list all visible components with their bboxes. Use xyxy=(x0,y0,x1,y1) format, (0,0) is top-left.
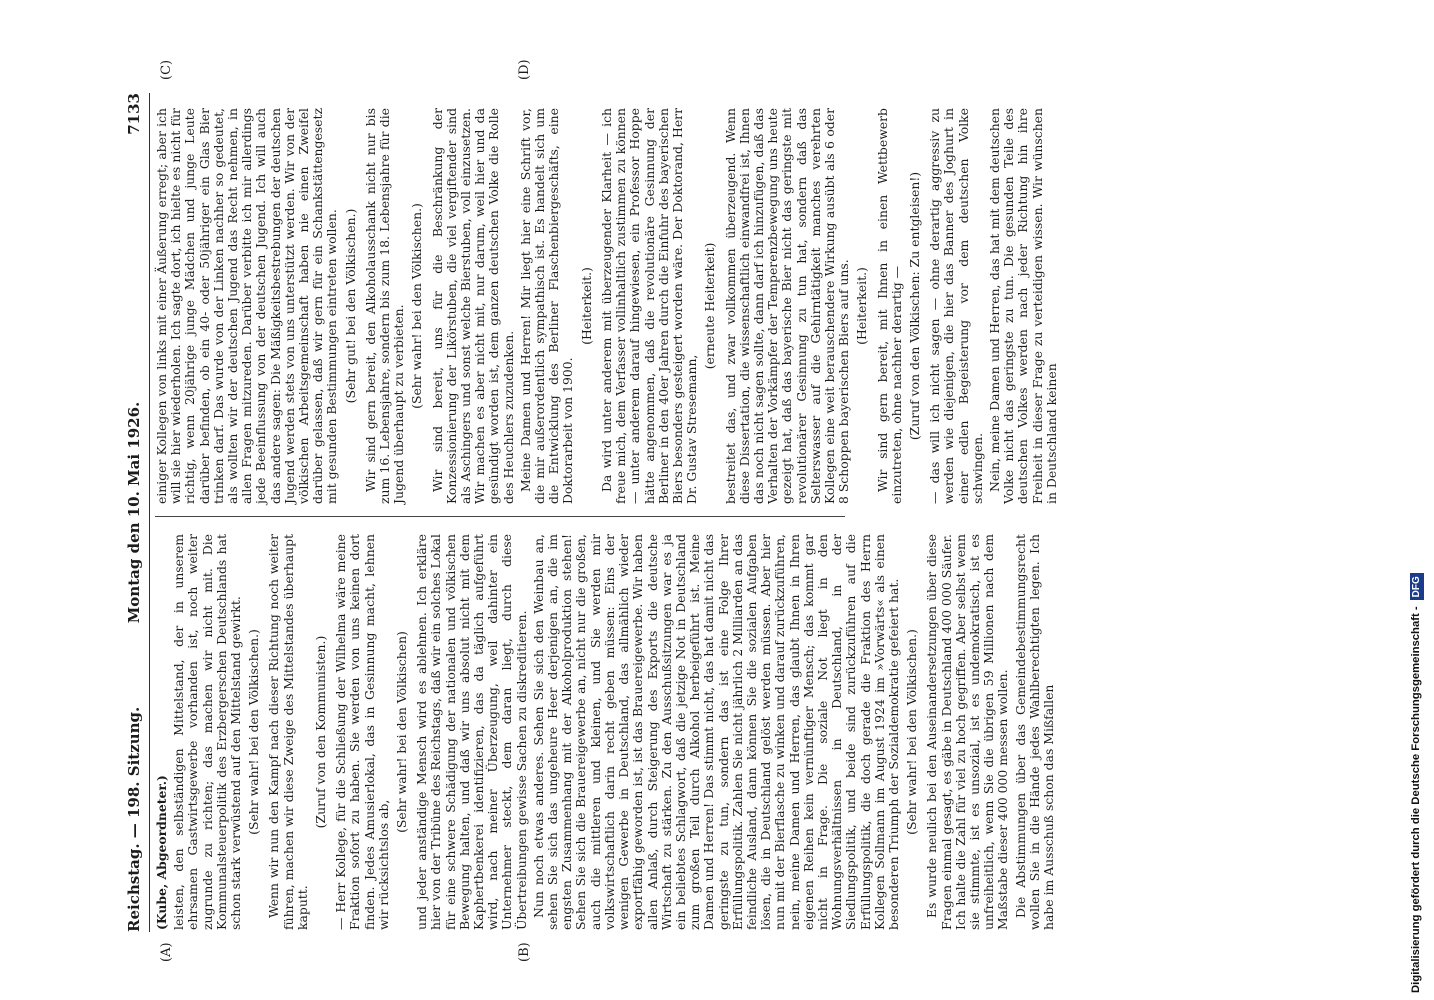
paragraph: Es wurde neulich bei den Auseinandersetzungen über diese Fragen einmal gesagt, es gäbe in Deutschland 400 000 Säufer. Ich halte die Zahl für viel zu hoch gegriffen. Aber selbst wenn sie stimmte, ist es unsozial, ist es undemokratisch, ist es unfreiheitlich, wenn Sie die übrigen 59 Millionen nach dem Maßstabe dieser 400 000 messen wollen. xyxy=(924,534,1011,930)
paragraph: Nein, meine Damen und Herren, das hat mit dem deutschen Volke nicht das geringste zu tun. Die gesunden Teile des deutschen Volkes werden nach jeder Richtung hin ihre Freiheit in dieser Frage zu verteidigen wissen. Wir wünschen in Deutschland keinen xyxy=(986,108,1059,504)
margin-mark-d: (D) xyxy=(517,59,532,80)
paragraph: Wenn wir nun den Kampf nach dieser Richtung noch weiter führen, machen wir diese Zweige des Mittelstandes überhaupt kaputt. xyxy=(266,534,310,930)
paragraph: Wir sind gern bereit, den Alkoholausschank nicht nur bis zum 16. Lebensjahre, sondern bis zum 18. Lebensjahre für die Jugend überhaupt zu verbieten. xyxy=(362,108,407,504)
interjection: (Sehr wahr! bei den Völkischen.) xyxy=(246,629,262,835)
rotated-scanned-page xyxy=(119,59,1059,962)
digitization-note xyxy=(1405,8,1427,993)
paragraph: Da wird unter anderem mit überzeugender Klarheit — ich freue mich, dem Verfasser vollinhaltlich zustimmen zu können — unter anderem darauf hingewiesen, ein Professor Hoppe hätte angenommen, daß die revolutionäre Gesinnung der Berliner in den 40er Jahren durch die Einfuhr des bayerischen Biers besonders gesteigert worden wäre. Der Doktorand, Herr Dr. Gustav Stresemann, xyxy=(598,108,700,504)
header-page-number: 7133 xyxy=(125,93,143,135)
margin-mark-c: (C) xyxy=(159,59,174,80)
dfg-logo: DFG xyxy=(1410,573,1424,600)
paragraph: Die Abstimmungen über das Gemeindebestimmungsrecht wollen Sie in die Hände jedes Wahlberechtigten legen. Ich habe im Ausschuß schon das Mißfallen xyxy=(1012,534,1056,930)
paragraph: — Herr Kollege, für die Schließung der Wilhelma wäre meine Fraktion sofort zu haben. Sie werden von uns keinen dort finden. Jedes Amusierlokal, das in Gesinnung macht, lehnen wir rücksichtslos ab, xyxy=(333,534,391,930)
paragraph: Nun noch etwas anderes. Sehen Sie sich den Weinbau an, sehen Sie sich das ungeheure Heer derjenigen an, die im engsten Zusammenhang mit der Alkoholproduktion stehen! Sehen Sie sich die Brauereigewerbe an, nicht nur die großen, auch die mittleren und kleinen, und Sie werden mir volkswirtschaftlich darin recht geben müssen: Eins der wenigen Gewerbe in Deutschland, das allmählich wieder exportfähig geworden ist, ist das Brauereigewerbe. Wir haben allen Anlaß, durch Steigerung des Exports die deutsche Wirtschaft zu stärken. Zu den Ausschußsitzungen war es ja ein beliebtes Schlagwort, daß die jetzige Not in Deutschland zum großen Teil durch Alkohol herbeigeführt ist. Meine Damen und Herren! Das stimmt nicht, das hat damit nicht das geringste zu tun, sondern das ist eine Folge Ihrer Erfüllungspolitik. Zahlen Sie nicht jährlich 2 Milliarden an das feindliche Ausland, dann können Sie die sozialen Aufgaben lösen, die in Deutschland gelöst werden müssen. Aber hier nun mit der Bierflasche zu winken und darauf zurückzuführen, nein, meine Damen und Herren, das glaubt Ihnen in Ihren eigenen Reihen kein vernünftiger Mensch; das kommt gar nicht in Frage. Die soziale Not liegt in den Wohnungsverhältnissen in Deutschland, in der Siedlungspolitik, und beide sind zurückzuführen auf die Erfüllungspolitik, die doch gerade die Fraktion des Herrn Kollegen Sollmann im August 1924 im »Vorwärts« als einen besonderen Triumph der Sozialdemokratie gefeiert hat. xyxy=(530,534,901,930)
speaker-label: (Kube, Abgeordneter.) xyxy=(154,775,169,930)
interjection: (Sehr wahr! bei den Völkischen.) xyxy=(904,629,920,835)
page-header xyxy=(119,93,150,932)
interjection: (Zuruf von den Kommunisten.) xyxy=(313,635,329,829)
sidenote-text: Digitalisierung gefördert durch die Deutsche Forschungsgemeinschaft - xyxy=(1410,606,1422,993)
paragraph: — das will ich nicht sagen — ohne derartig aggressiv zu werden wie diejenigen, die hier das Banner des Joghurt in einer edlen Begeisterung vor dem deutschen Volke schwingen. xyxy=(927,108,985,504)
column-divider xyxy=(155,516,845,517)
header-session: Reichstag. — 198. Sitzung. xyxy=(125,706,143,932)
interjection: (Zuruf von den Völkischen: Zu entgleisen!) xyxy=(906,171,922,441)
interjection: (Heiterkeit.) xyxy=(578,267,594,345)
paragraph: einiger Kollegen von links mit einer Äußerung erregt; aber ich will sie hier wiederholen. Ich sagte dort, ich hielte es nicht für richtig, wenn 20jährige junge Mädchen und junge Leute darüber befinden, ob ein 40- oder 50jähriger ein Glas Bier trinken darf. Das wurde von der Linken nachher so gedeutet, als wollten wir der deutschen Jugend das Recht nehmen, in allen Fragen mitzureden. Darüber verbitte ich mir allerdings jede Beeinflussung von der deutschen Jugend. Ich will auch das andere sagen: Die Mäßigkeitsbestrebungen der deutschen Jugend werden stets von uns unterstützt werden. Wir von der völkischen Arbeitsgemeinschaft haben nie einen Zweifel darüber gelassen, daß wir gern für ein Schankstättengesetz mit gesunden Bestimmungen eintreten wollen. xyxy=(154,108,340,504)
text-column-left xyxy=(154,533,1056,930)
paragraph: Meine Damen und Herren! Mir liegt hier eine Schrift vor, die mir außerordentlich sympathisch ist. Es handelt sich um die Entwicklung des Berliner Flaschenbiergeschäfts, eine Doktorarbeit von 1900. xyxy=(517,108,576,504)
interjection: (Sehr wahr! bei den Völkischen) xyxy=(394,631,410,833)
text-column-right xyxy=(154,108,1059,504)
paragraph: und jeder anständige Mensch wird es ablehnen. Ich erkläre hier von der Tribüne des Reichstags, daß wir ein solches Lokal für eine schwere Schädigung der nationalen und völkischen Bewegung halten, und daß wir uns absolut nicht mit dem Kaphertbenkerei identifizieren, das da täglich aufgeführt wird, nach meiner Überzeugung, weil dahinter ein Unternehmer steckt, dem daran liegt, durch diese Übertreibungen gewisse Sachen zu diskreditieren. xyxy=(414,533,529,930)
paragraph: bestreitet das, und zwar vollkommen überzeugend. Wenn diese Dissertation, die wissenschaftlich einwandfrei ist, Ihnen das noch nicht sagen sollte, dann darf ich hinzufügen, daß das Verhalten der Vorkämpfer der Temperenzbewegung uns heute gezeigt hat, daß das bayerische Bier nicht das geringste mit revolutionärer Gesinnung zu tun hat, sondern daß das Selterswasser auf die Gehirntätigkeit manches verehrten Kollegen eine weit berauschendere Wirkung ausübt als 6 oder 8 Schoppen bayerischen Biers auf uns. xyxy=(722,108,852,504)
paragraph: Wir sind gern bereit, mit Ihnen in einen Wettbewerb einzutreten, ohne nachher derartig — xyxy=(874,108,904,504)
interjection: (Sehr gut! bei den Völkischen.) xyxy=(342,208,358,404)
margin-mark-b: (B) xyxy=(517,942,532,962)
paragraph: Wir sind bereit, uns für die Beschränkung der Konzessionierung der Likörstuben, die viel vergiftender sind als Aschingers und sonst welche Bierstuben, voll einzusetzen. Wir machen es aber nicht mit, nur darum, weil hier und da gesündigt worden ist, dem ganzen deutschen Volke die Rolle des Heuchlers zuzudenken. xyxy=(429,108,516,504)
interjection: (Sehr wahr! bei den Völkischen.) xyxy=(409,203,425,409)
header-date: Montag den 10. Mai 1926. xyxy=(125,401,143,624)
margin-mark-a: (A) xyxy=(159,942,174,962)
interjection: (Heiterkeit.) xyxy=(854,267,870,345)
paragraph: leisten, den selbständigen Mittelstand, der in unserem ehrsamen Gastwirtsgewerbe vorhanden ist, noch weiter zugrunde zu richten; das machen wir nicht mit. Die Kommunalsteuerpolitik des Erzbergerschen Deutschlands hat schon stark verwüstend auf den Mittelstand gewirkt. xyxy=(171,534,244,930)
interjection: (erneute Heiterkeit) xyxy=(702,242,718,370)
